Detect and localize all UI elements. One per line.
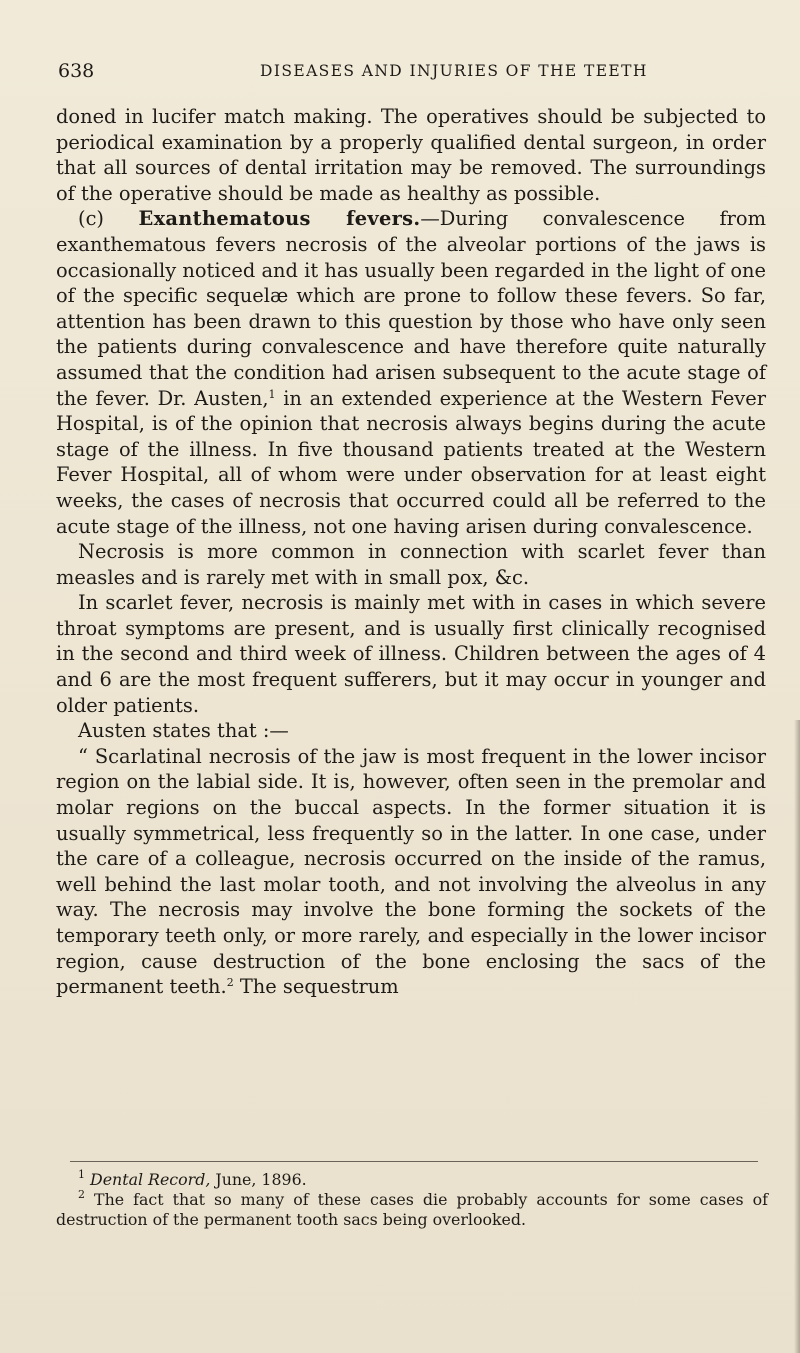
footnote-1 [56,1170,768,1190]
paragraph-text: —During convalescence from exanthematous fevers necrosis of the alveolar portions of the jaws is occasionally noticed and it has usually been regarded in the light of one of the specific sequelæ which are prone to follow these fevers. So far, attention has been drawn to this question by those who have only seen the patients during convalescence and have therefore quite naturally assumed that the condition had arisen subsequent to the acute stage of the fever. Dr. Austen, [56,207,766,410]
footnote-ref-1: 1 [268,387,276,401]
quotation-text: “ Scarlatinal necrosis of the jaw is most frequent in the lower incisor region on the labial side. It is, however, often seen in the premolar and molar regions on the buccal aspects. In the former situation it is usually symmetrical, less frequently so in the latter. In one case, under the care of a colleague, necrosis occurred on the inside of the ramus, well behind the last molar tooth, and not involving the alveolus in any way. The necrosis may involve the bone forming the sockets of the temporary teeth only, or more rarely, and especially in the lower incisor region, cause destruction of the bone enclosing the sacs of the permanent teeth. [56,744,766,999]
footnote-source-title: Dental Record, [90,1170,211,1189]
footnote-marker: 2 [78,1188,85,1201]
paragraph-exanthematous-fevers [56,206,766,539]
footnote-ref-2: 2 [226,976,234,990]
quotation-text: The sequestrum [233,975,399,999]
footnote-text: The fact that so many of these cases die probably accounts for some cases of destruction of the permanent tooth sacs being overlooked. [56,1190,768,1229]
paragraph-austen-states: Austen states that :— [78,719,289,743]
paragraph-text: in an extended experience at the Western Fever Hospital, is of the opinion that necrosis always begins during the acute stage of the illness. In five thousand patients treated at the Western Fever Hospital, all of whom were under observation for at least eight weeks, the cases of necrosis that occurred could all be referred to the acute stage of the illness, not one having arisen during convalescence. [56,386,767,538]
section-heading: Exanthematous fevers. [138,207,421,231]
paragraph-continuation: doned in lucifer match making. The operatives should be subjected to periodical examination by a properly qualified dental surgeon, in order that all sources of dental irritation may be removed. The surroundings of the operative should be made as healthy as possible. [56,105,766,205]
footnote-divider [70,1161,758,1162]
footnote-text: June, 1896. [210,1170,307,1189]
body-text [56,104,766,1000]
section-label: (c) [78,207,139,231]
paragraph-scarlet-fever: In scarlet fever, necrosis is mainly met with in cases in which severe throat symptoms are present, and is usually first clinically recognised in the second and third week of illness. Children between the ages of 4 and 6 are the most frequent sufferers, but it may occur in younger and older patients. [56,591,766,717]
paragraph-quotation [56,744,766,1000]
footnotes [56,1170,768,1230]
running-head: DISEASES AND INJURIES OF THE TEETH [260,62,648,80]
footnote-2 [56,1190,768,1230]
page-number: 638 [58,60,95,82]
footnote-marker: 1 [78,1168,85,1181]
page-edge-shadow [794,720,800,1353]
paragraph-necrosis-common: Necrosis is more common in connection with scarlet fever than measles and is rarely met with in small pox, &c. [56,540,766,589]
